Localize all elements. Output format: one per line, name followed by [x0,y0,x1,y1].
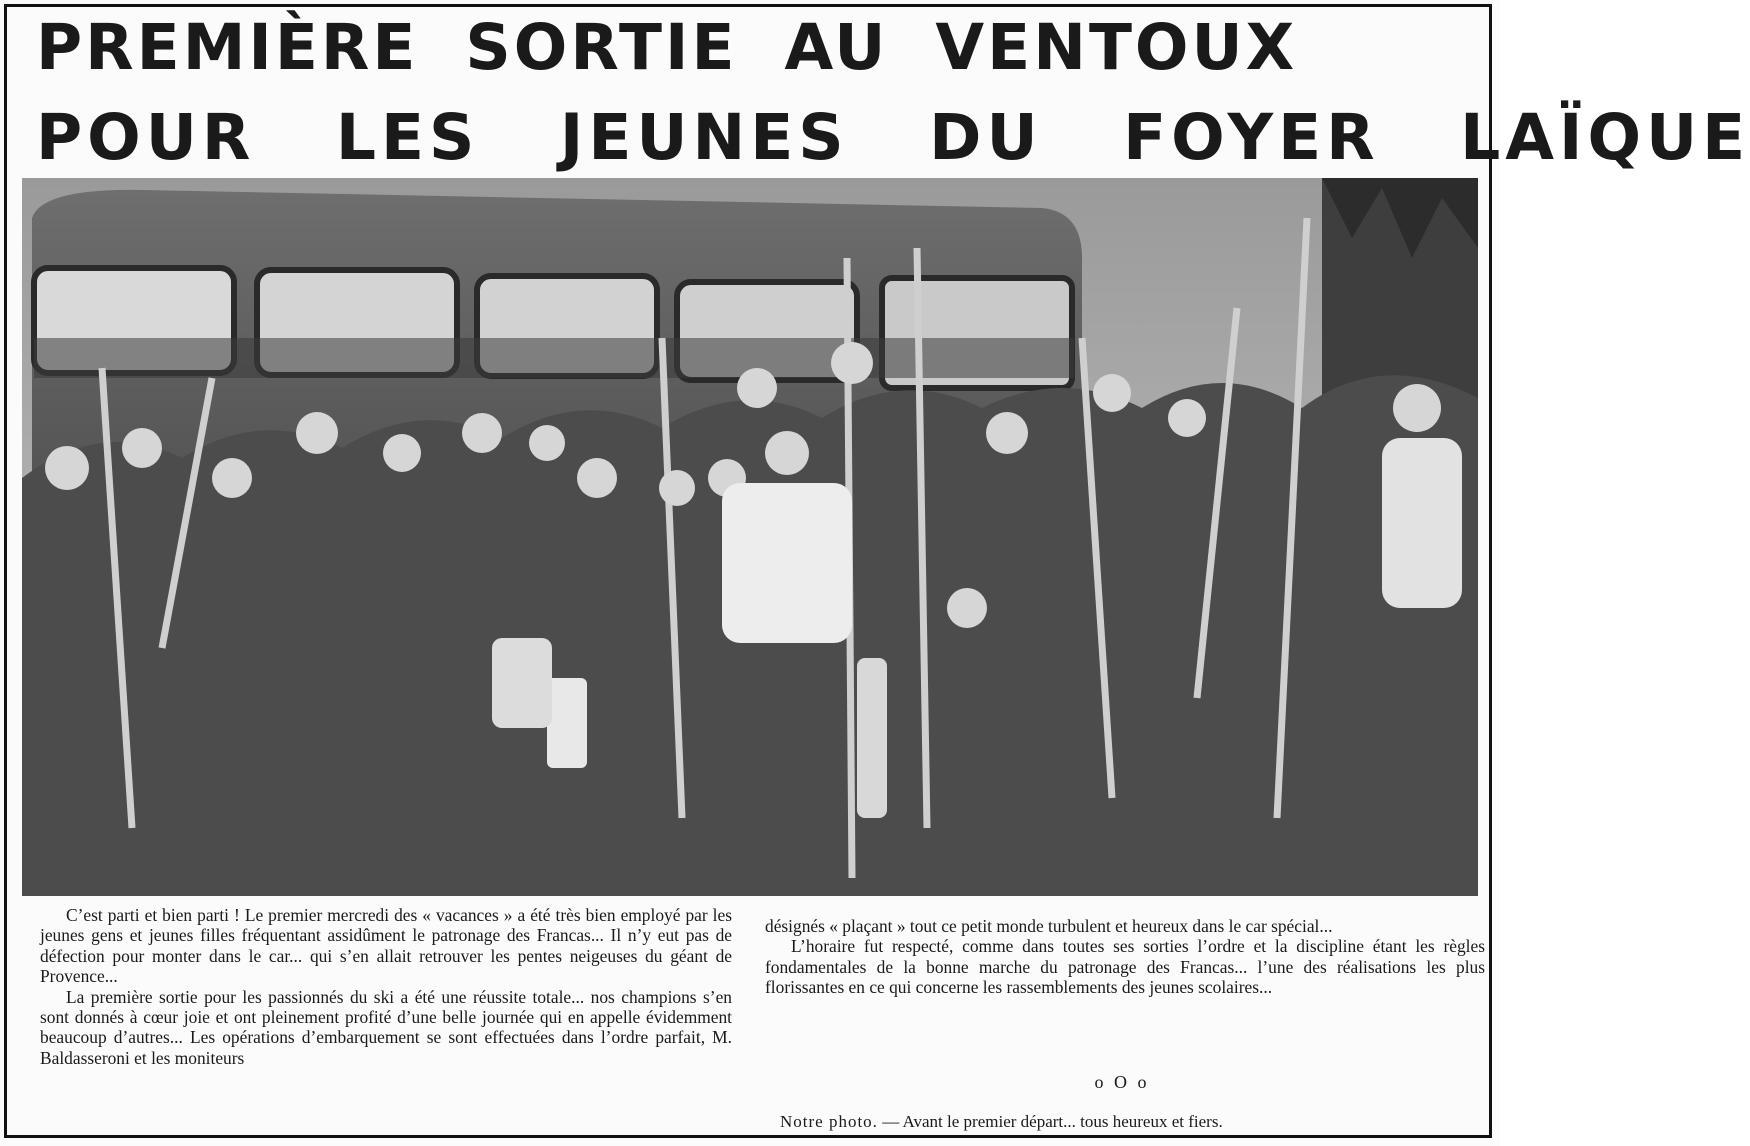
article-column-right [765,916,1485,998]
caption-label: Notre photo. [780,1112,878,1131]
article-paragraph: C’est parti et bien parti ! Le premier mercredi des « vacances » a été très bien employé par les jeunes gens et jeunes filles fréquentant assidûment le patronage des Francas... Il n’y eut pas de défection pour monter dans le car... qui s’en allait retrouver les pentes neigeuses du géant de Provence... [40,905,732,987]
article-paragraph: L’horaire fut respecté, comme dans toutes ses sorties l’ordre et la discipline étant les règles fondamentales de la bonne marche du patronage des Francas... l’une des réalisations les plus florissantes en ce qui concerne les rassemblements des jeunes scolaires... [765,936,1485,998]
photo-caption [780,1112,1470,1132]
article-column-left [40,905,732,1068]
article-paragraph: désignés « plaçant » tout ce petit monde turbulent et heureux dans le car spécial... [765,916,1333,936]
headline-line-1: PREMIÈRE SORTIE AU VENTOUX [36,11,1298,84]
section-ornament: o O o [1094,1072,1150,1092]
headline-line-2: POUR LES JEUNES DU FOYER LAÏQUE [36,101,1750,174]
caption-text: — Avant le premier départ... tous heureux et fiers. [877,1112,1223,1131]
group-photo [22,178,1478,896]
article-paragraph: La première sortie pour les passionnés du ski a été une réussite totale... nos champions s’en sont donnés à cœur joie et ont pleinement profité d’une belle journée qui en appelle évidemment beaucoup d’autres... Les opérations d’embarquement se sont effectuées dans l’ordre parfait, M. Baldasseroni et les moniteurs [40,986,732,1068]
